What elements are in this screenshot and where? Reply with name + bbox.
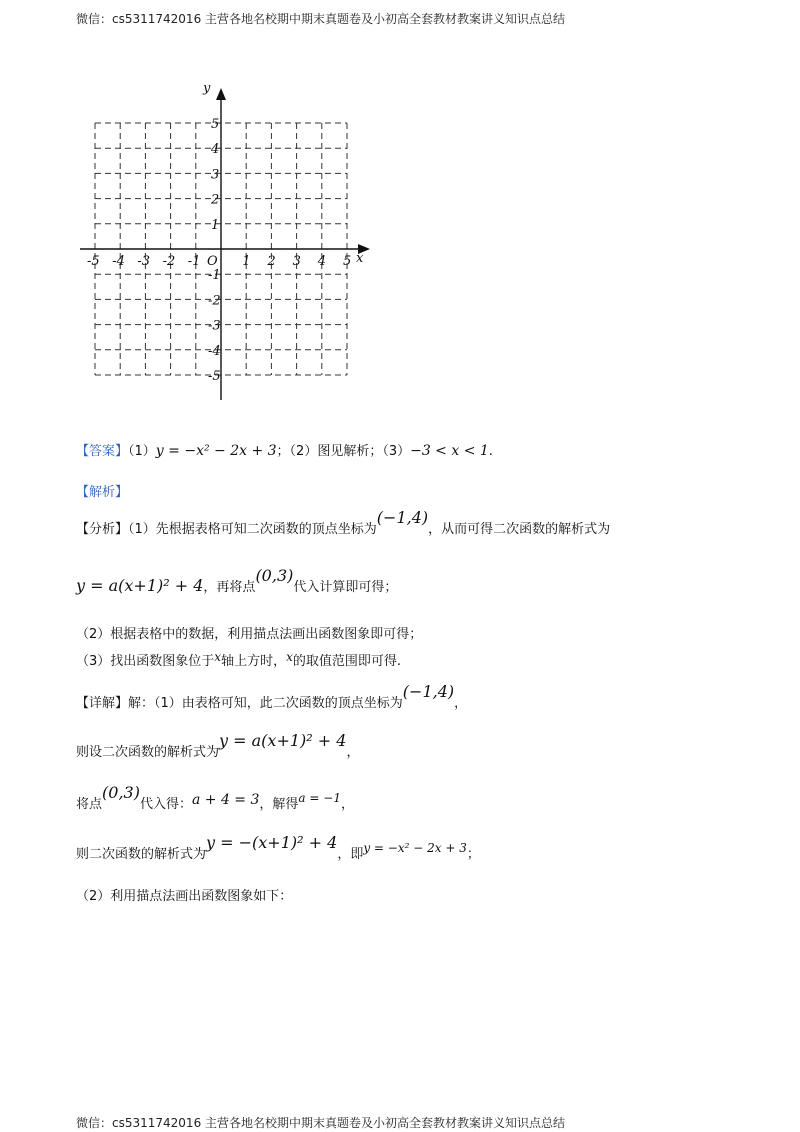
fenxi-vertex: (−1,4) [376, 508, 429, 527]
detail-line2-a: 则设二次函数的解析式为 [76, 745, 220, 760]
y-axis-label: y [203, 81, 211, 96]
detail-line3-b: 代入得： [139, 797, 192, 812]
y-tick-label: 2 [211, 192, 220, 208]
y-tick-label: 4 [211, 142, 220, 158]
origin-label: O [207, 254, 218, 269]
detail-line3-sol: a = −1 [298, 791, 341, 805]
y-tick-label: -2 [208, 293, 221, 309]
answer-part3-formula: −3 < x < 1 [410, 443, 489, 459]
page-header: 微信：cs5311742016 主营各地名校期中期末真题卷及小初高全套教材教案讲义知识点总结 [76, 12, 566, 26]
answer-tag: 【答案】 [76, 444, 129, 459]
answer-part1-label: （1） [128, 444, 156, 459]
detail-line4-end: ； [466, 847, 480, 862]
x-tick-label: -5 [87, 254, 100, 269]
analysis-tag: 【解析】 [76, 485, 129, 500]
x-tick-label: 3 [292, 254, 301, 269]
fenxi-formula: y = a(x+1)² + 4 [76, 576, 204, 595]
detail-line4-b: ，即 [337, 847, 364, 862]
detail-line3-c: ，解得 [259, 797, 299, 812]
answer-part1-formula: y = −x² − 2x + 3 [155, 443, 277, 459]
x-tick-label: -2 [162, 254, 176, 269]
answer-separator: ；（2）图见解析；（3） [276, 444, 411, 459]
detail-text-1: 解：（1）由表格可知，此二次函数的顶点坐标为 [128, 696, 403, 711]
x-axis-label: x [356, 251, 364, 266]
fenxi-tag: 【分析】 [76, 522, 129, 537]
page-footer: 微信：cs5311742016 主营各地名校期中期末真题卷及小初高全套教材教案讲义知识点总结 [76, 1116, 566, 1130]
fenxi-line3-b: 轴上方时， [221, 654, 287, 669]
detail-line3-end: ， [340, 797, 354, 812]
x-tick-label: 1 [242, 254, 251, 269]
fenxi-text-4: 代入计算即可得； [293, 580, 398, 595]
detail-line3-point: (0,3) [102, 783, 140, 802]
y-tick-label: -1 [208, 268, 221, 284]
detail-line-4 [76, 833, 480, 862]
detail-line-5: （2）利用描点法画出函数图象如下： [76, 889, 293, 904]
detail-line3-eq: a + 4 = 3 [191, 792, 260, 808]
fenxi-text-1: （1）先根据表格可知二次函数的顶点坐标为 [128, 522, 377, 537]
detail-line4-formula: y = −(x+1)² + 4 [206, 833, 338, 852]
y-tick-label: 1 [211, 217, 220, 233]
y-tick-labels [208, 117, 221, 384]
x-tick-labels [87, 254, 351, 269]
detail-line-3 [76, 783, 354, 812]
detail-line4-a: 则二次函数的解析式为 [76, 847, 207, 862]
fenxi-line-2 [76, 566, 398, 595]
detail-line-1 [76, 682, 468, 711]
detail-line-2 [76, 731, 360, 760]
x-tick-label: 2 [267, 254, 276, 269]
y-axis-arrow [216, 88, 226, 100]
detail-line2-formula: y = a(x+1)² + 4 [219, 731, 347, 750]
fenxi-point: (0,3) [255, 566, 294, 585]
detail-line2-end: ， [346, 745, 360, 760]
detail-vertex: (−1,4) [402, 682, 455, 701]
detail-text-1-end: ， [454, 696, 468, 711]
x-tick-label: -4 [112, 254, 125, 269]
fenxi-text-2: ，从而可得二次函数的解析式为 [428, 522, 611, 537]
fenxi-line-1 [76, 508, 611, 537]
fenxi-line3-c: 的取值范围即可得. [292, 654, 401, 669]
x-tick-label: 4 [317, 254, 327, 269]
fenxi-line3-x1: x [214, 650, 222, 664]
fenxi-line3-a: （3）找出函数图象位于 [76, 654, 215, 669]
y-tick-label: -5 [208, 369, 221, 384]
y-tick-label: -3 [208, 318, 221, 334]
fenxi-line3-x2: x [286, 650, 293, 664]
fenxi-line-3: （2）根据表格中的数据，利用描点法画出函数图象即可得； [76, 627, 423, 642]
axes [80, 88, 370, 400]
y-tick-label: 3 [211, 167, 220, 183]
coordinate-grid-figure [80, 80, 380, 405]
fenxi-line-4 [76, 650, 401, 669]
x-tick-label: -1 [187, 254, 201, 269]
answer-end: . [488, 444, 493, 459]
answer-line [76, 440, 493, 459]
x-tick-label: -3 [137, 254, 151, 269]
detail-tag: 【详解】 [76, 696, 129, 711]
x-tick-label: 5 [343, 254, 352, 269]
fenxi-text-3: ，再将点 [203, 580, 256, 595]
y-tick-label: 5 [211, 117, 220, 132]
detail-line3-a: 将点 [76, 797, 103, 812]
detail-line4-formula2: y = −x² − 2x + 3 [363, 841, 467, 855]
y-tick-label: -4 [208, 343, 221, 359]
